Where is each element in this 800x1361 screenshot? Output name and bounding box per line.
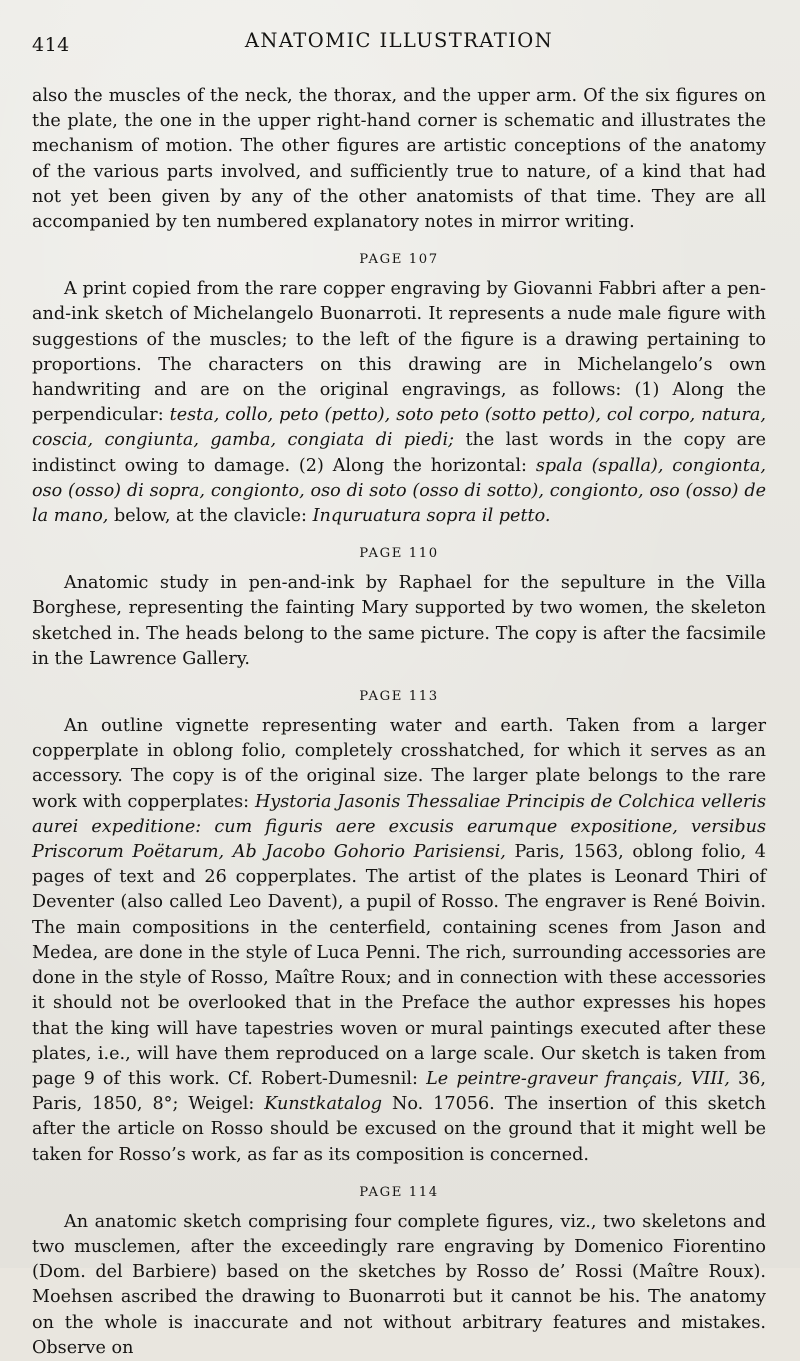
italic-term-list: Inquruatura sopra il petto. <box>312 506 551 527</box>
section-heading-page-114: PAGE 114 <box>359 1184 439 1200</box>
paragraph-text: the last words in the copy are indistinct owing to damage. (2) Along the horizontal: <box>32 430 766 476</box>
paragraph-text: Paris, 1563, oblong folio, 4 pages of text and 26 copperplates. The artist of the plates is Leonard Thiri of Deventer (also called Leo Davent), a pupil of Rosso. The engraver is René Boivin. The main compositions in the centerfield, containing scenes from Jason and Medea, are done in the style of Luca Penni. The rich, surrounding accessories are done in the style of Rosso, Maître Roux; and in connection with these accessories it should not be overlooked that in the Preface the author expresses his hopes that the king will have tapestries woven or mural paintings executed after these plates, i.e., will have them reproduced on a large scale. Our sketch is taken from page 9 of this work. Cf. Robert-Dumesnil: <box>32 842 766 1089</box>
italic-term-list: testa, collo, peto (petto), soto peto (sotto petto), col corpo, natura, coscia, congiunta, gamba, congiata di piedi; <box>32 405 766 451</box>
body-text <box>32 84 766 1361</box>
section-heading-page-113: PAGE 113 <box>359 689 439 705</box>
paragraph-text: 36, Paris, 1850, 8°; Weigel: <box>32 1068 766 1115</box>
running-head <box>32 26 766 60</box>
section-heading-page-110: PAGE 110 <box>359 546 439 562</box>
paragraph-page-107 <box>32 277 766 529</box>
paragraph-text: below, at the clavicle: <box>108 506 313 527</box>
paragraph-text: An outline vignette representing water and earth. Taken from a larger copperplate in oblong folio, completely crosshatched, for which it serves as an accessory. The copy is of the original size. The larger plate belongs to the rare work with copperplates: <box>32 716 766 812</box>
paragraph-text: No. 17056. The insertion of this sketch after the article on Rosso should be excused on the ground that it might well be taken for Rosso’s work, as far as its composition is concerned. <box>32 1094 766 1165</box>
italic-term-list: spala (spalla), congionta, oso (osso) di sopra, congionto, oso di soto (osso di sotto), congionto, oso (osso) de la mano, <box>32 455 766 527</box>
running-title: ANATOMIC ILLUSTRATION <box>244 29 554 52</box>
paragraph-page-110: Anatomic study in pen-and-ink by Raphael for the sepulture in the Villa Borghese, representing the fainting Mary supported by two women, the skeleton sketched in. The heads belong to the same picture. The copy is after the facsimile in the Lawrence Gallery. <box>32 573 766 669</box>
paragraph-text: A print copied from the rare copper engraving by Giovanni Fabbri after a pen-and-ink sketch of Michelangelo Buonarroti. It represents a nude male figure with suggestions of the muscles; to the left of the figure is a drawing pertaining to proportions. The characters on this drawing are in Michelangelo’s own handwriting and are on the original engravings, as follows: (1) Along the perpendicular: <box>32 279 766 426</box>
italic-book-title: Le peintre-graveur français, VIII, <box>426 1068 730 1089</box>
page-number: 414 <box>32 34 70 56</box>
intro-paragraph: also the muscles of the neck, the thorax, and the upper arm. Of the six figures on the plate, the one in the upper right-hand corner is schematic and illustrates the mechanism of motion. The other figures are artistic conceptions of the anatomy of the various parts involved, and sufficiently true to nature, of a kind that had not yet been given by any of the other anatomists of that time. They are all accompanied by ten numbered explanatory notes in mirror writing. <box>32 86 766 233</box>
italic-book-title: Kunstkatalog <box>264 1094 382 1115</box>
paragraph-page-114: An anatomic sketch comprising four complete figures, viz., two skeletons and two musclemen, after the exceedingly rare engraving by Domenico Fiorentino (Dom. del Barbiere) based on the sketches by Rosso de’ Rossi (Maître Roux). Moehsen ascribed the drawing to Buonarroti but it cannot be his. The anatomy on the whole is inaccurate and not without arbitrary features and mistakes. Observe on <box>32 1211 766 1358</box>
italic-book-title: Hystoria Jasonis Thessaliae Principis de Colchica velleris aurei expeditione: cum figuris aere excusis earumque expositione, versibus Priscorum Poëtarum, Ab Jacobo Gohorio Parisiensi, <box>32 791 766 863</box>
paragraph-page-113 <box>32 714 766 1168</box>
section-heading-page-107: PAGE 107 <box>359 252 439 268</box>
